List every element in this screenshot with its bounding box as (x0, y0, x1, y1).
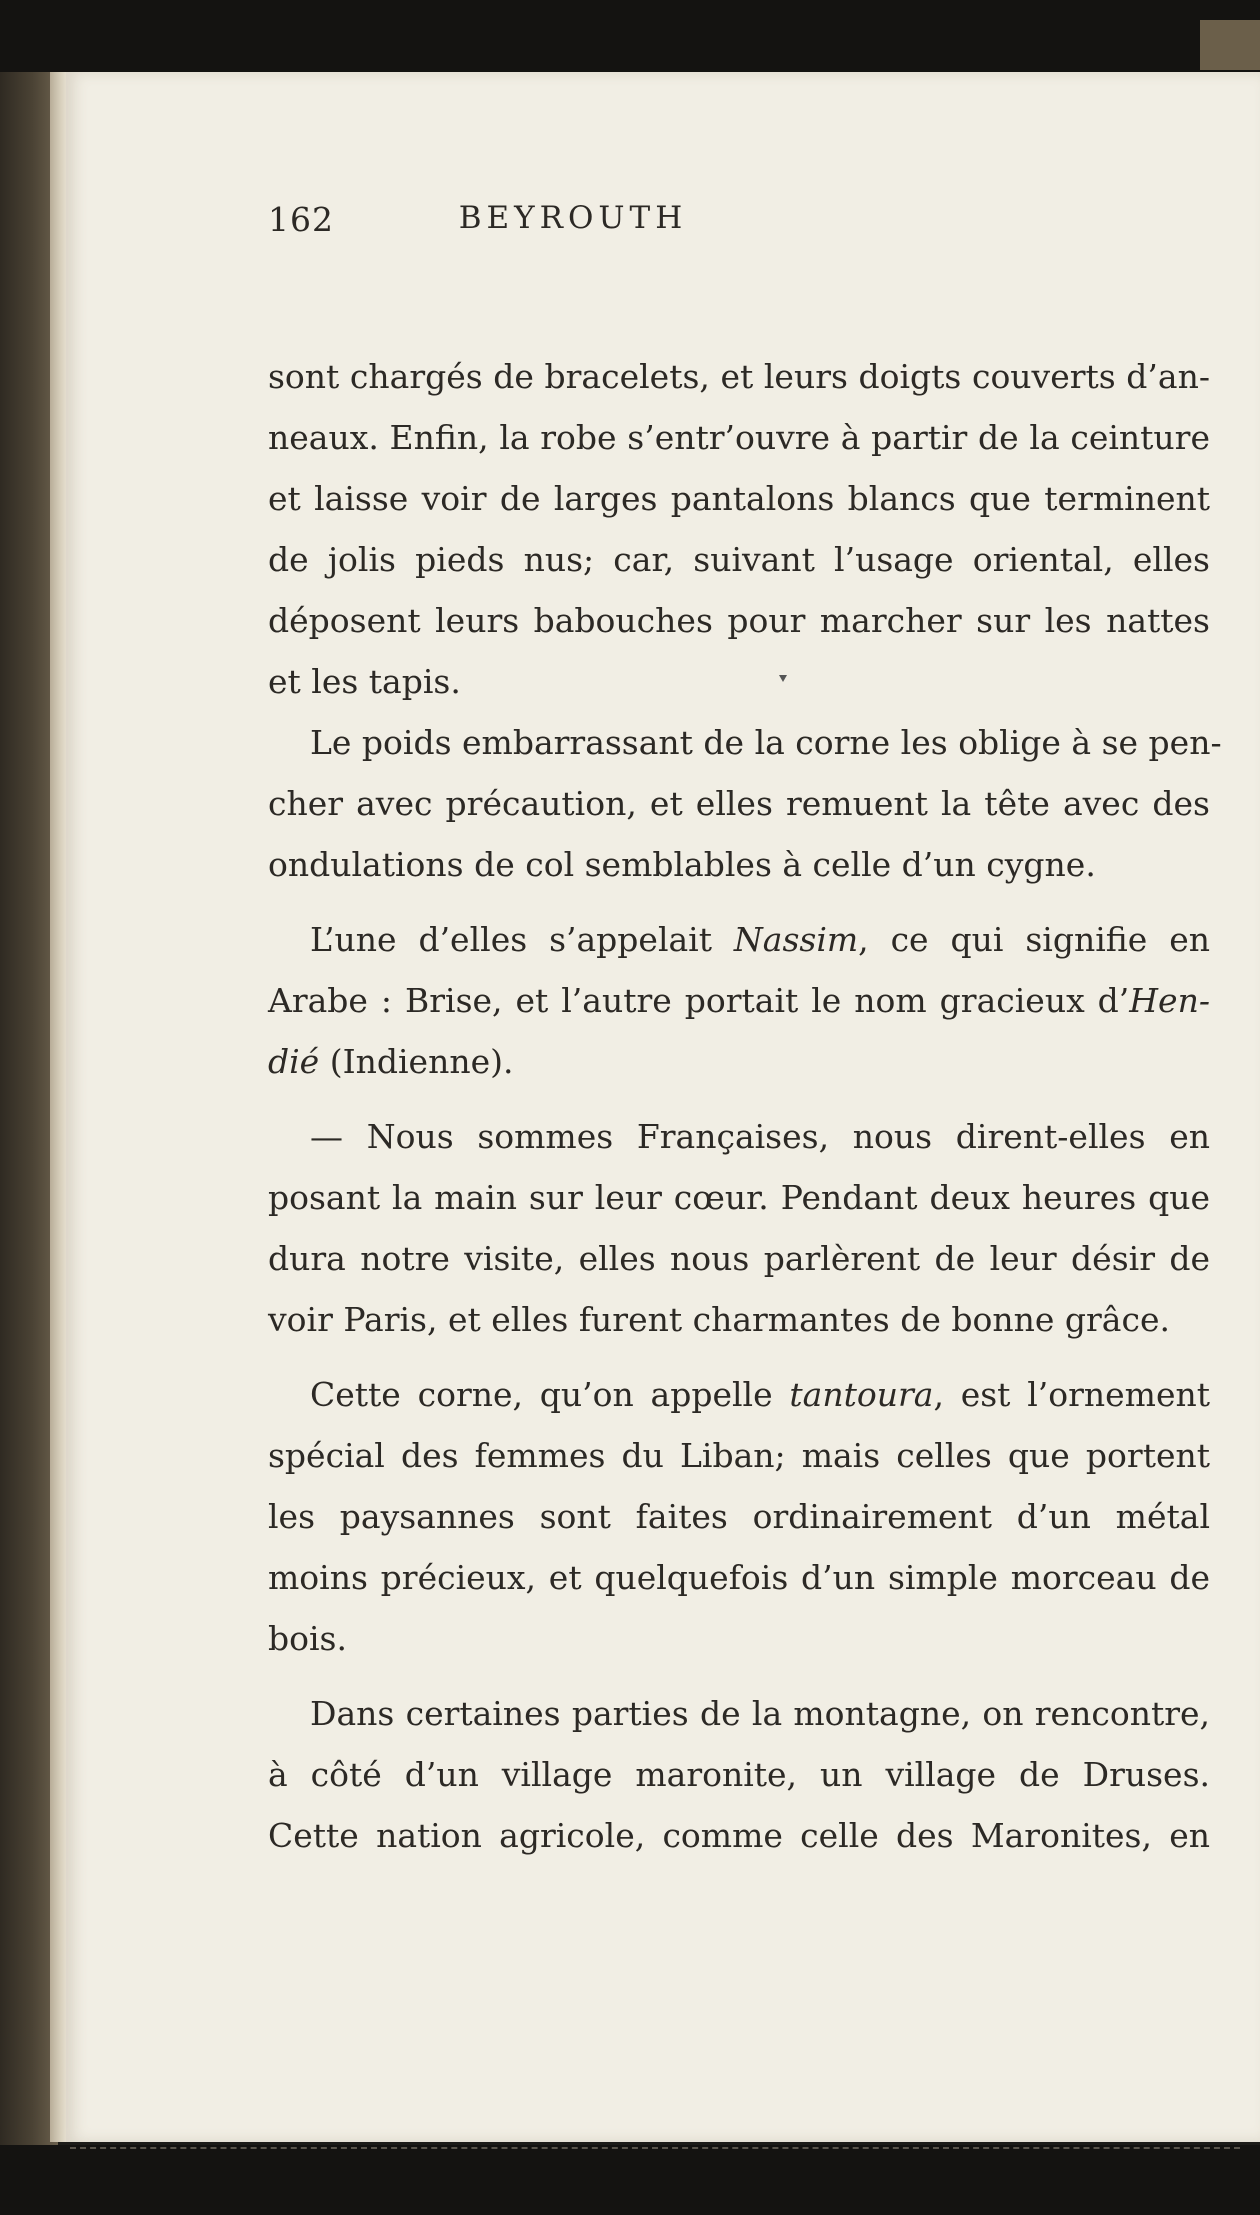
text-line: moins précieux, et quelquefois d’un simple morceau de (268, 1558, 1210, 1597)
page-number: 162 (268, 200, 334, 239)
text-line: sont chargés de bracelets, et leurs doigts couverts d’an- (268, 357, 1210, 396)
scanner-background-bottom (0, 2145, 1260, 2215)
text-line: voir Paris, et elles furent charmantes de bonne grâce. (268, 1300, 1170, 1339)
text-line: neaux. Enfin, la robe s’entr’ouvre à partir de la ceinture (268, 418, 1210, 457)
text-line: de jolis pieds nus; car, suivant l’usage oriental, elles (268, 540, 1210, 579)
text-line: Le poids embarrassant de la corne les oblige à se pen- (310, 723, 1222, 762)
page-header (268, 200, 878, 248)
bottom-edge-dashes (70, 2147, 1240, 2149)
italic-name: Hen- (1129, 981, 1210, 1020)
text-line: à côté d’un village maronite, un village de Druses. (268, 1755, 1210, 1794)
text-line: Cette nation agricole, comme celle des Maronites, en (268, 1816, 1210, 1855)
text-line: Dans certaines parties de la montagne, on rencontre, (310, 1694, 1210, 1733)
body-text (268, 346, 1222, 1866)
text-segment: , ce qui signifie en (858, 920, 1210, 959)
text-line: déposent leurs babouches pour marcher sur les nattes (268, 601, 1210, 640)
cover-corner (1200, 20, 1260, 70)
text-line: bois. (268, 1619, 347, 1658)
scanner-background-top (0, 0, 1260, 72)
text-segment: L’une d’elles s’appelait (310, 920, 734, 959)
text-segment: (Indienne). (319, 1042, 514, 1081)
italic-name: dié (268, 1042, 320, 1081)
text-line: ondulations de col semblables à celle d’un cygne. (268, 845, 1096, 884)
text-line: spécial des femmes du Liban; mais celles que portent (268, 1436, 1210, 1475)
text-line: posant la main sur leur cœur. Pendant deux heures que (268, 1178, 1210, 1217)
text-line: et laisse voir de larges pantalons blancs que terminent (268, 479, 1210, 518)
text-line (268, 970, 1210, 1031)
text-line: — Nous sommes Françaises, nous dirent-elles en (310, 1117, 1210, 1156)
running-title: BEYROUTH (458, 200, 688, 236)
text-line (268, 1031, 1210, 1092)
text-line: cher avec précaution, et elles remuent la tête avec des (268, 784, 1210, 823)
text-line (268, 909, 1210, 970)
text-line: et les tapis. (268, 662, 461, 701)
text-line (268, 1364, 1210, 1425)
text-line: dura notre visite, elles nous parlèrent de leur désir de (268, 1239, 1210, 1278)
text-line: les paysannes sont faites ordinairement d’un métal (268, 1497, 1210, 1536)
italic-name: Nassim (733, 920, 859, 959)
text-segment: , est l’ornement (933, 1375, 1211, 1414)
text-segment: Arabe : Brise, et l’autre portait le nom gracieux d’ (268, 981, 1130, 1020)
text-segment: Cette corne, qu’on appelle (310, 1375, 790, 1414)
italic-term: tantoura (789, 1375, 934, 1414)
